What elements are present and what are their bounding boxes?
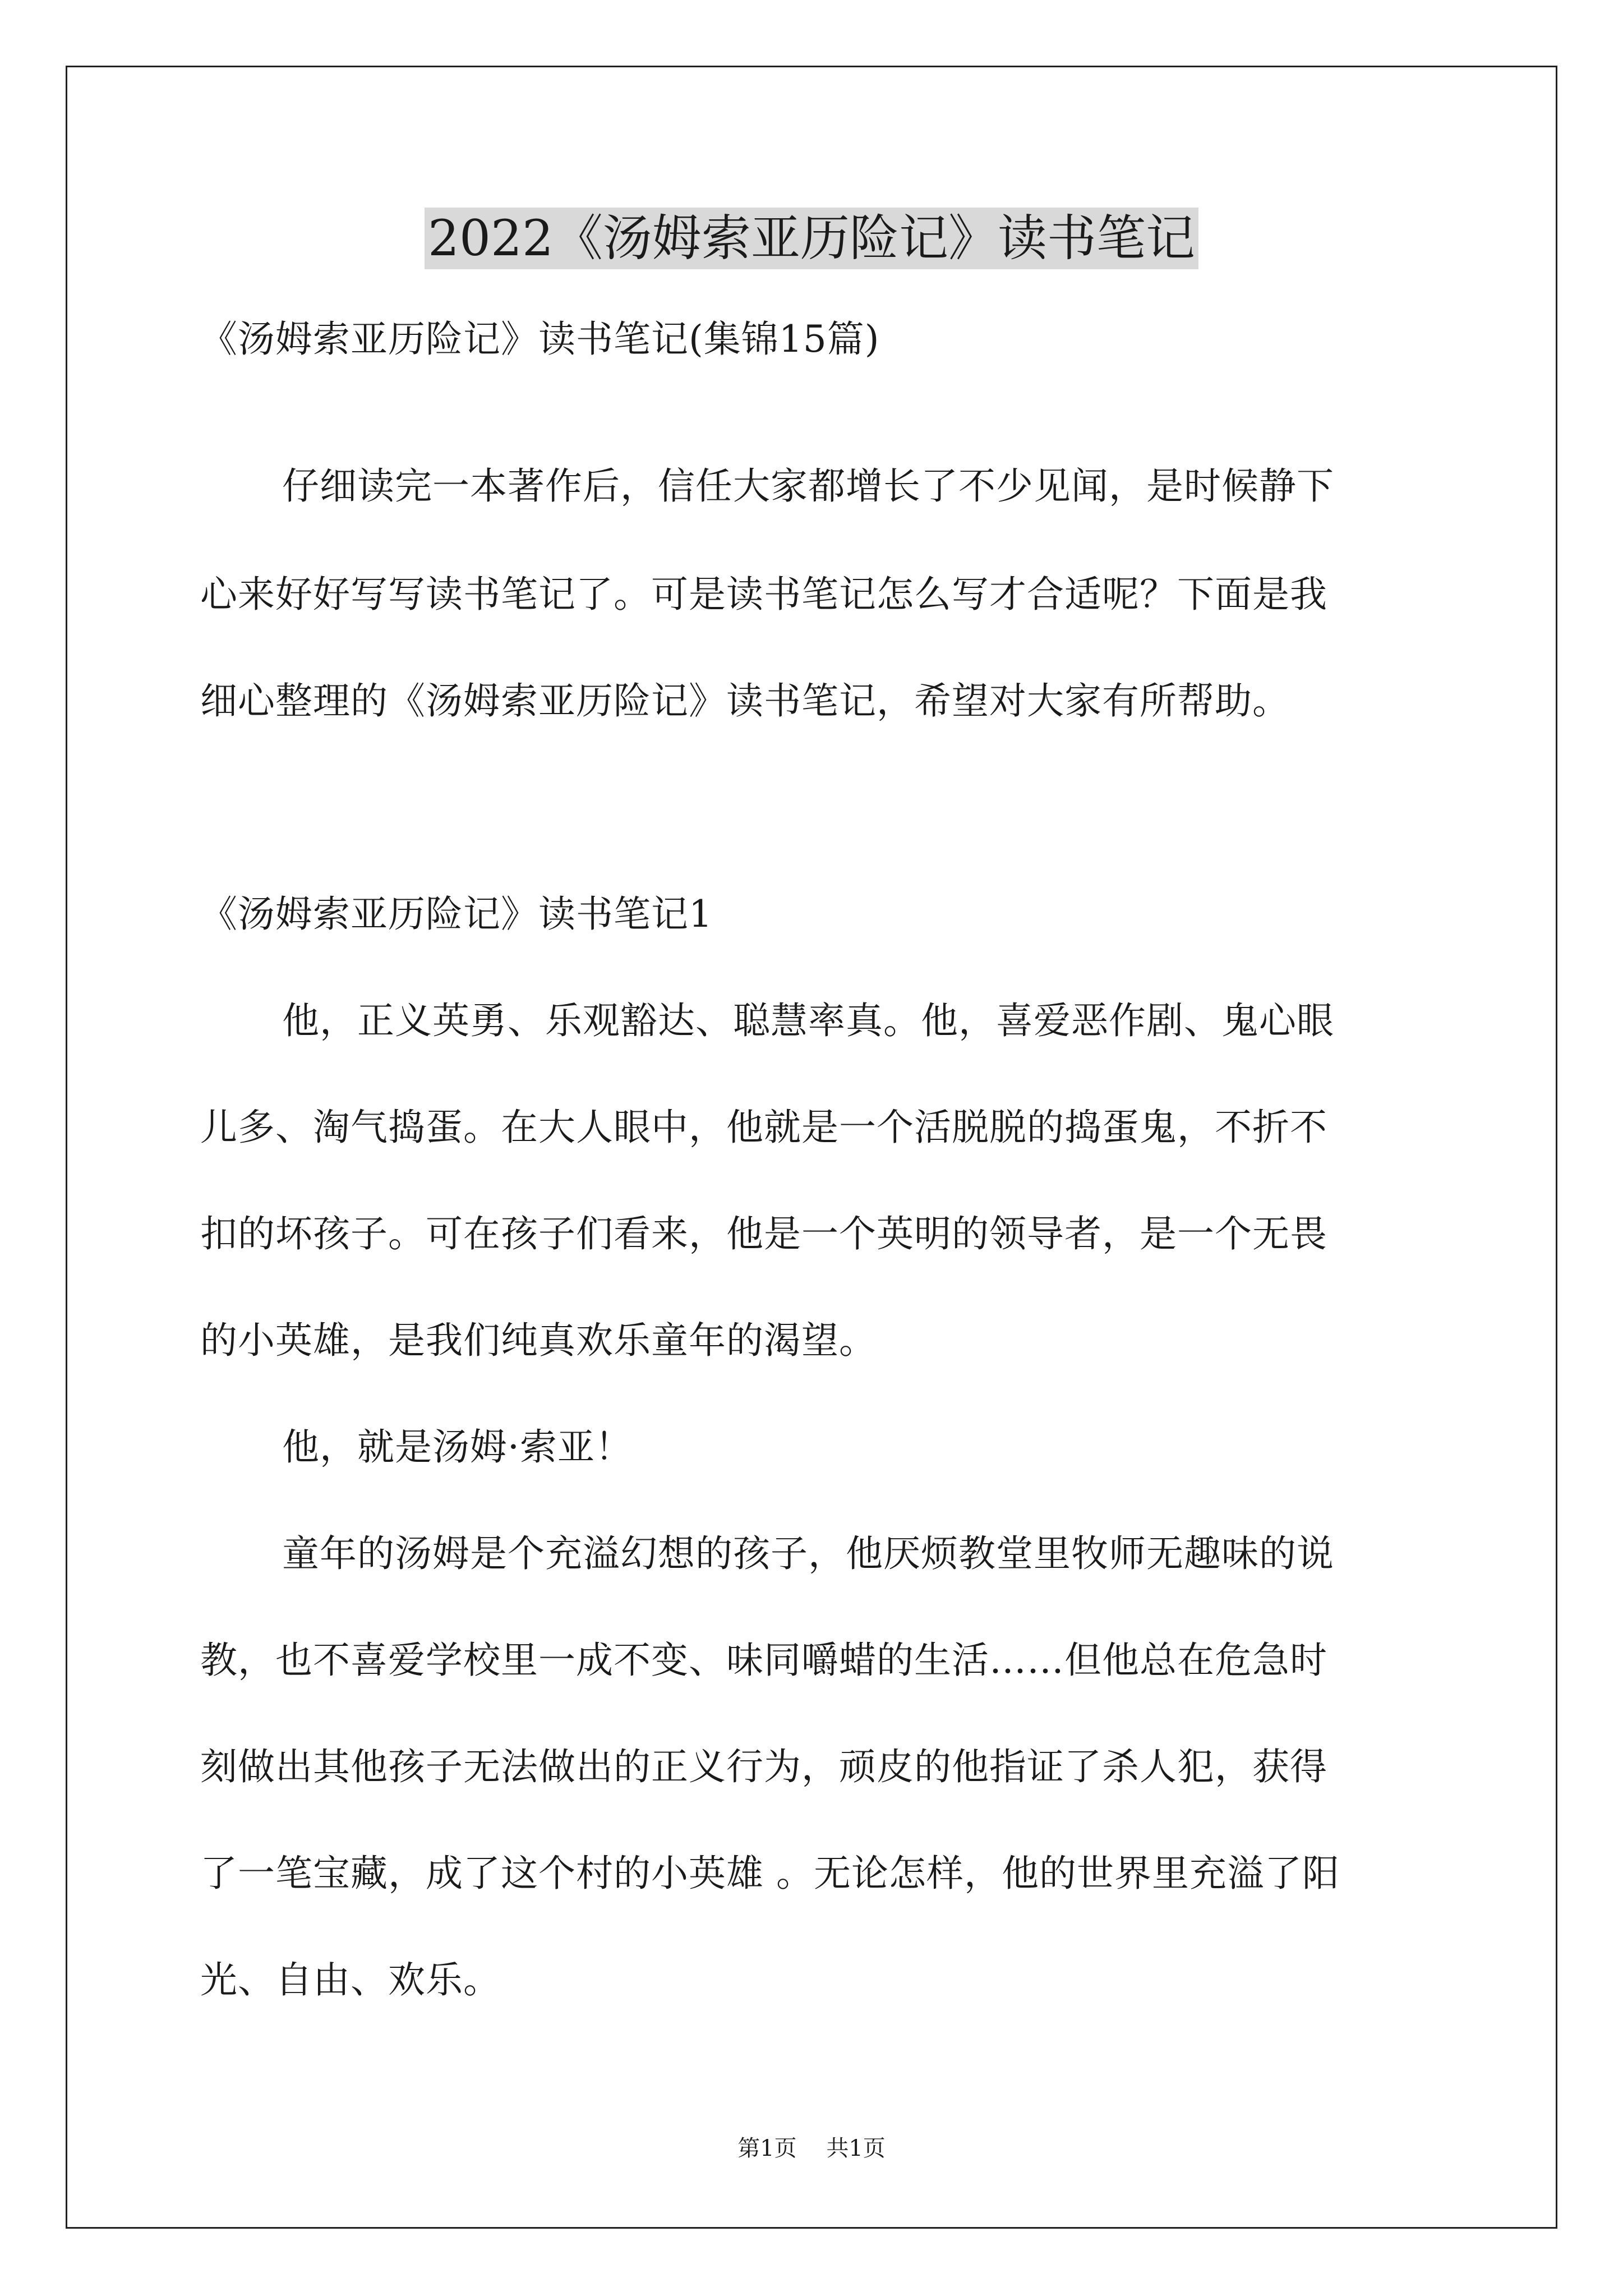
total-pages: 共1页 xyxy=(826,2136,886,2161)
document-subtitle: 《汤姆索亚历险记》读书笔记(集锦15篇) xyxy=(200,318,880,361)
paragraph-line: 童年的汤姆是个充溢幻想的孩子，他厌烦教堂里牧师无趣味的说 xyxy=(282,1532,1334,1575)
paragraph-line: 他，就是汤姆·索亚！ xyxy=(282,1425,633,1469)
paragraph-line: 教，也不喜爱学校里一成不变、味同嚼蜡的生活……但他总在危急时 xyxy=(200,1639,1327,1682)
paragraph-line: 儿多、淘气捣蛋。在大人眼中，他就是一个活脱脱的捣蛋鬼，不折不 xyxy=(200,1106,1327,1149)
page-footer xyxy=(0,2132,1623,2165)
intro-line: 细心整理的《汤姆索亚历险记》读书笔记，希望对大家有所帮助。 xyxy=(200,679,1290,723)
intro-line: 心来好好写写读书笔记了。可是读书笔记怎么写才合适呢？下面是我 xyxy=(200,573,1327,616)
section-heading: 《汤姆索亚历险记》读书笔记1 xyxy=(200,892,713,936)
intro-line: 仔细读完一本著作后，信任大家都增长了不少见闻，是时候静下 xyxy=(282,464,1334,508)
paragraph-line: 了一笔宝藏，成了这个村的小英雄 。无论怎样，他的世界里充溢了阳 xyxy=(200,1852,1340,1895)
document-title-text: 2022《汤姆索亚历险记》读书笔记 xyxy=(425,208,1198,269)
paragraph-line: 的小英雄，是我们纯真欢乐童年的渴望。 xyxy=(200,1319,877,1362)
paragraph-line: 光、自由、欢乐。 xyxy=(200,1958,501,2001)
paragraph-line: 扣的坏孩子。可在孩子们看来，他是一个英明的领导者，是一个无畏 xyxy=(200,1212,1327,1255)
paragraph-line: 刻做出其他孩子无法做出的正义行为，顽皮的他指证了杀人犯，获得 xyxy=(200,1745,1327,1788)
document-title xyxy=(0,208,1623,269)
paragraph-line: 他，正义英勇、乐观豁达、聪慧率真。他，喜爱恶作剧、鬼心眼 xyxy=(282,999,1334,1042)
page-number: 第1页 xyxy=(737,2136,797,2161)
